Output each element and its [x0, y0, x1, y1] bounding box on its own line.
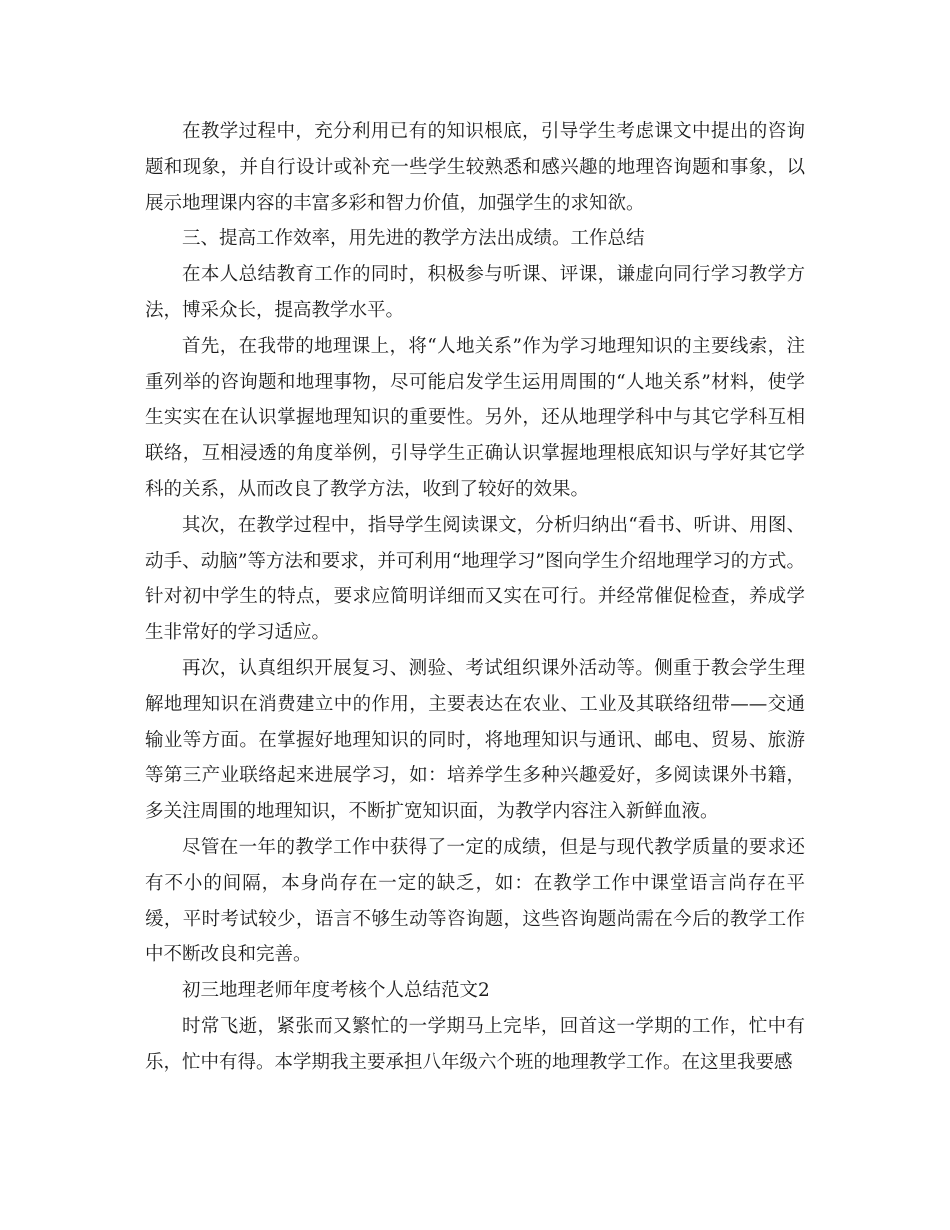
paragraph-second: 其次，在教学过程中，指导学生阅读课文，分析归纳出“看书、听讲、用图、动手、动脑”等方法和要求，并可利用“地理学习”图向学生介绍地理学习的方式。针对初中学生的特点，要求应简明详细而又实在可行。并经常催促检查，养成学生非常好的学习适应。 [145, 514, 805, 644]
paragraph-third: 再次，认真组织开展复习、测验、考试组织课外活动等。侧重于教会学生理解地理知识在消费建立中的作用，主要表达在农业、工业及其联络纽带——交通输业等方面。在掌握好地理知识的同时，将地理知识与通讯、邮电、贸易、旅游等第三产业联络起来进展学习，如：培养学生多种兴趣爱好，多阅读课外书籍，多关注周围的地理知识，不断扩宽知识面，为教学内容注入新鲜血液。 [145, 657, 805, 823]
paragraph-first: 首先，在我带的地理课上，将“人地关系”作为学习地理知识的主要线索，注重列举的咨询题和地理事物，尽可能启发学生运用周围的“人地关系”材料，使学生实实在在认识掌握地理知识的重要性。另外，还从地理学科中与其它学科互相联络，互相浸透的角度举例，引导学生正确认识掌握地理根底知识与学好其它学科的关系，从而改良了教学方法，收到了较好的效果。 [145, 335, 805, 500]
paragraph-semester-review: 时常飞逝，紧张而又繁忙的一学期马上完毕，回首这一学期的工作，忙中有乐，忙中有得。本学期我主要承担八年级六个班的地理教学工作。在这里我要感 [145, 1015, 805, 1073]
paragraph-peer-learning: 在本人总结教育工作的同时，积极参与听课、评课，谦虚向同行学习教学方法，博采众长，提高教学水平。 [145, 264, 805, 321]
document-body [145, 114, 805, 1081]
article-title-2: 初三地理老师年度考核个人总结范文2 [182, 980, 490, 1002]
paragraph-shortcomings: 尽管在一年的教学工作中获得了一定的成绩，但是与现代教学质量的要求还有不小的间隔，本身尚存在一定的缺乏，如：在教学工作中课堂语言尚存在平缓，平时考试较少，语言不够生动等咨询题，这些咨询题尚需在今后的教学工作中不断改良和完善。 [145, 836, 805, 966]
section-heading-efficiency: 三、提高工作效率，用先进的教学方法出成绩。工作总结 [182, 228, 645, 250]
paragraph-teaching-process: 在教学过程中，充分利用已有的知识根底，引导学生考虑课文中提出的咨询题和现象，并自行设计或补充一些学生较熟悉和感兴趣的地理咨询题和事象，以展示地理课内容的丰富多彩和智力价值，加强学生的求知欲。 [145, 121, 805, 214]
